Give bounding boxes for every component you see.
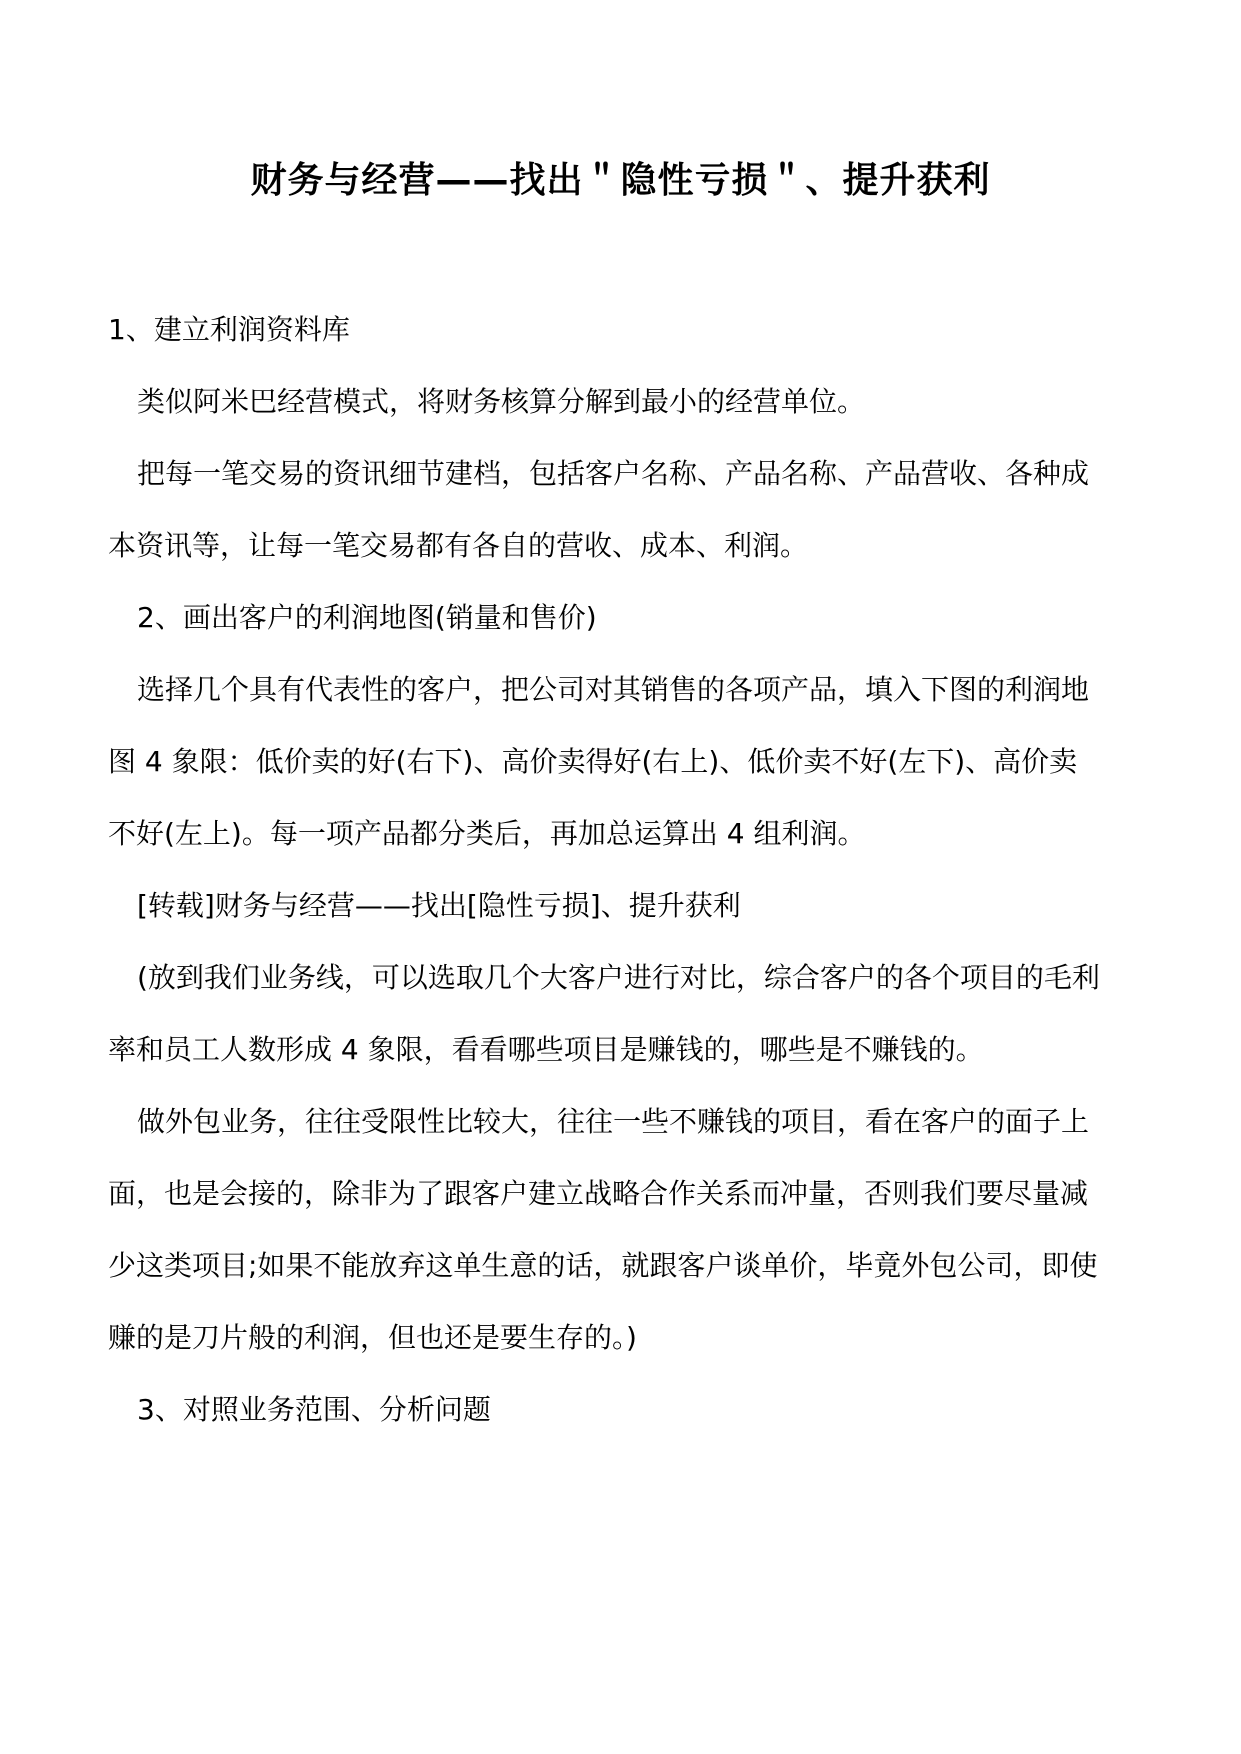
paragraph-line: 率和员工人数形成 4 象限，看看哪些项目是赚钱的，哪些是不赚钱的。 — [108, 1033, 984, 1066]
paragraph-line: 不好(左上)。每一项产品都分类后，再加总运算出 4 组利润。 — [108, 817, 866, 850]
paragraph-line: 少这类项目;如果不能放弃这单生意的话，就跟客户谈单价，毕竟外包公司，即使 — [108, 1249, 1098, 1282]
heading-3: 3、对照业务范围、分析问题 — [137, 1393, 491, 1426]
paragraph-line: 本资讯等，让每一笔交易都有各自的营收、成本、利润。 — [108, 529, 809, 562]
paragraph-line: 做外包业务，往往受限性比较大，往往一些不赚钱的项目，看在客户的面子上 — [137, 1105, 1090, 1138]
document-title: 财务与经营——找出＂隐性亏损＂、提升获利 — [250, 160, 991, 201]
heading-1: 1、建立利润资料库 — [108, 313, 350, 346]
heading-2: 2、画出客户的利润地图(销量和售价) — [137, 601, 597, 634]
paragraph-line: 赚的是刀片般的利润，但也还是要生存的。) — [108, 1321, 637, 1354]
paragraph-line: [转载]财务与经营——找出[隐性亏损]、提升获利 — [137, 889, 741, 922]
paragraph-line: 把每一笔交易的资讯细节建档，包括客户名称、产品名称、产品营收、各种成 — [137, 457, 1090, 490]
paragraph-line: 类似阿米巴经营模式，将财务核算分解到最小的经营单位。 — [137, 385, 866, 418]
paragraph-line: (放到我们业务线，可以选取几个大客户进行对比，综合客户的各个项目的毛利 — [137, 961, 1100, 994]
paragraph-line: 面，也是会接的，除非为了跟客户建立战略合作关系而冲量，否则我们要尽量减 — [108, 1177, 1089, 1210]
paragraph-line: 图 4 象限：低价卖的好(右下)、高价卖得好(右上)、低价卖不好(左下)、高价卖 — [108, 745, 1078, 778]
paragraph-line: 选择几个具有代表性的客户，把公司对其销售的各项产品，填入下图的利润地 — [137, 673, 1090, 706]
